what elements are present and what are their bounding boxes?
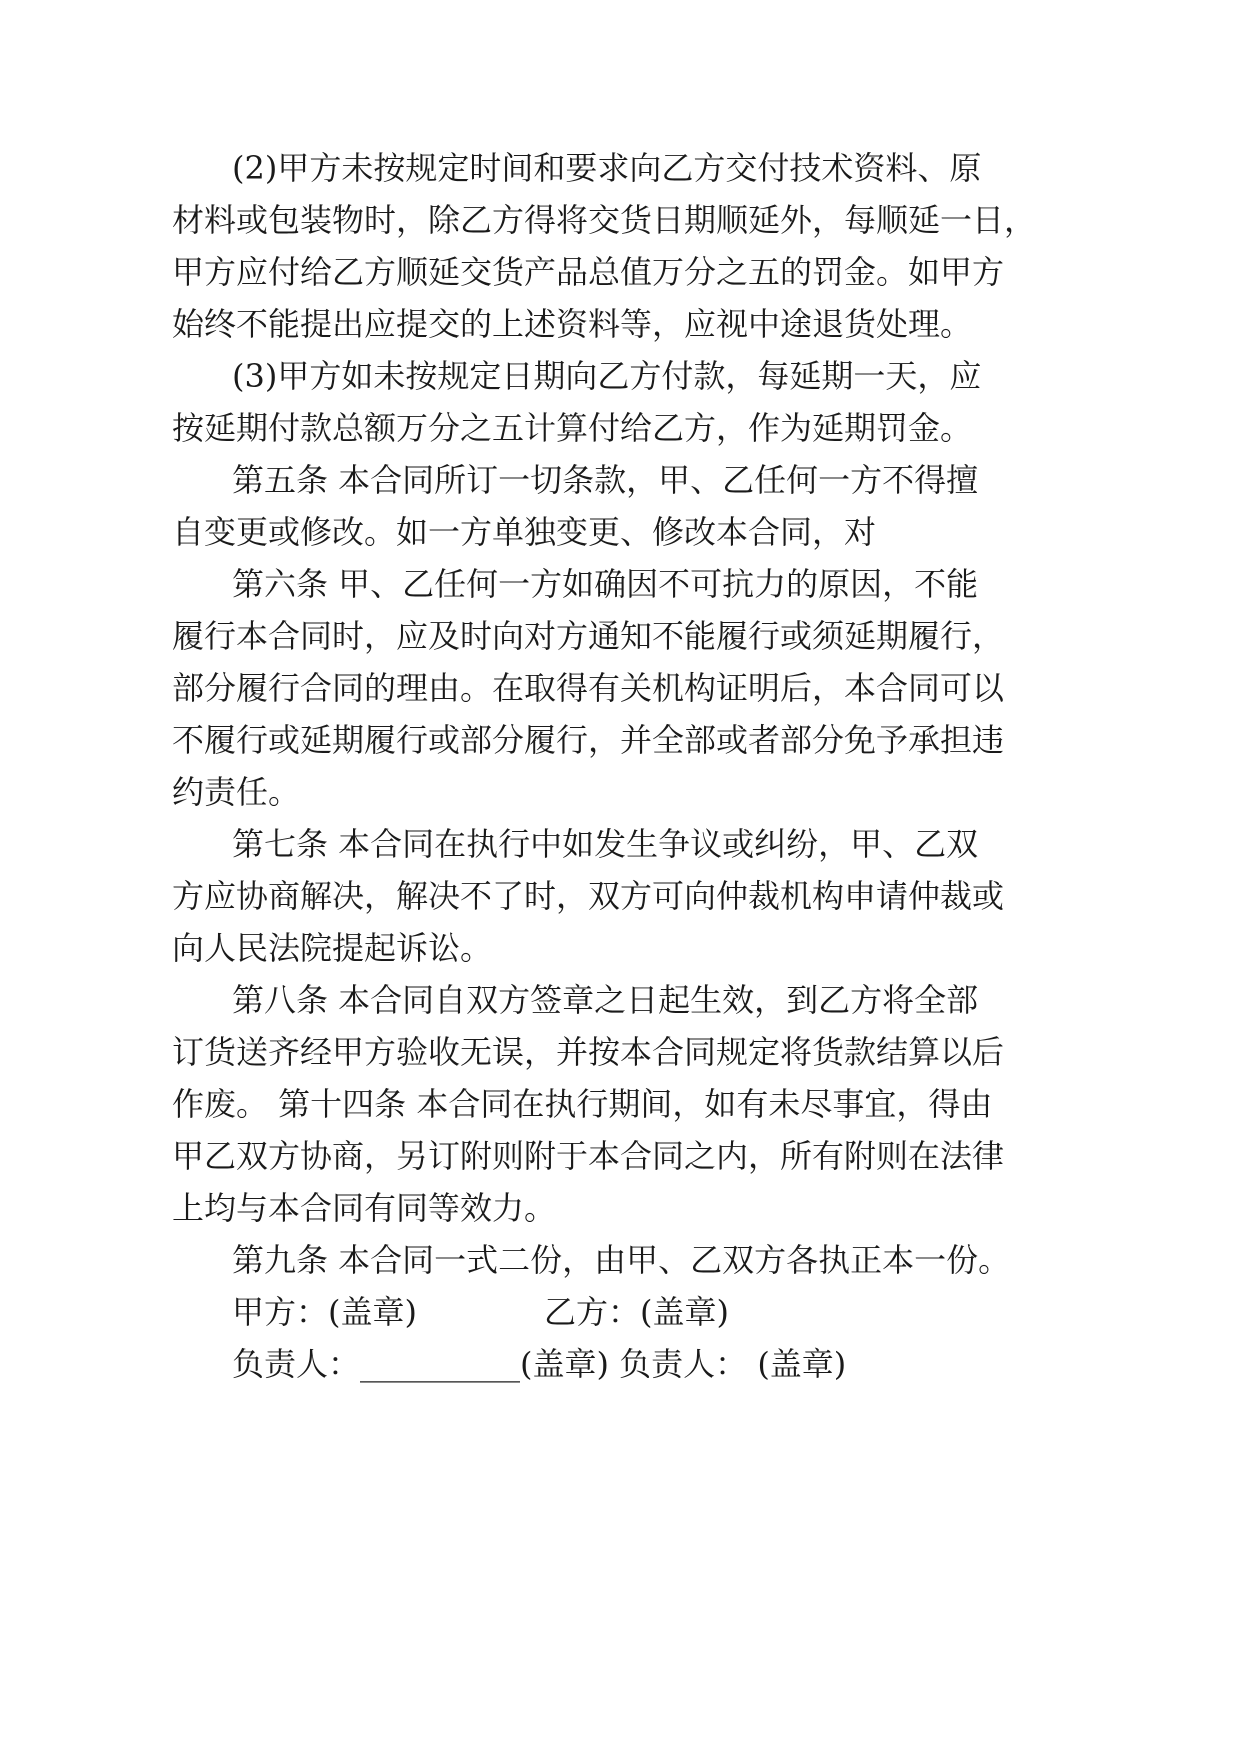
paragraph-line: 第八条 本合同自双方签章之日起生效，到乙方将全部 [232, 981, 979, 1019]
paragraph-line: 第六条 甲、乙任何一方如确因不可抗力的原因，不能 [232, 565, 979, 603]
paragraph-line: 向人民法院提起诉讼。 [172, 929, 493, 967]
party-a-seal-label: 甲方：(盖章) [232, 1293, 417, 1331]
paragraph-line: 不履行或延期履行或部分履行，并全部或者部分免予承担违 [172, 721, 1005, 759]
paragraph-line: 按延期付款总额万分之五计算付给乙方，作为延期罚金。 [172, 409, 973, 447]
paragraph-line: 作废。 第十四条 本合同在执行期间，如有未尽事宜，得由 [172, 1085, 993, 1123]
paragraph-line: 约责任。 [172, 773, 301, 811]
paragraph-line: (3)甲方如未按规定日期向乙方付款，每延期一天，应 [232, 357, 982, 395]
paragraph-line: 履行本合同时，应及时向对方通知不能履行或须延期履行， [172, 617, 1005, 655]
paragraph-line: 甲乙双方协商，另订附则附于本合同之内，所有附则在法律 [172, 1137, 1005, 1175]
paragraph-line: 第七条 本合同在执行中如发生争议或纠纷，甲、乙双 [232, 825, 979, 863]
paragraph-line: 材料或包装物时，除乙方得将交货日期顺延外，每顺延一日， [172, 201, 1037, 239]
paragraph-line: 方应协商解决，解决不了时，双方可向仲裁机构申请仲裁或 [172, 877, 1005, 915]
paragraph-line: 部分履行合同的理由。在取得有关机构证明后，本合同可以 [172, 669, 1005, 707]
paragraph-line: 上均与本合同有同等效力。 [172, 1189, 557, 1227]
paragraph-line: 第五条 本合同所订一切条款，甲、乙任何一方不得擅 [232, 461, 979, 499]
party-b-seal-label: 乙方：(盖章) [544, 1293, 729, 1331]
paragraph-line: 始终不能提出应提交的上述资料等，应视中途退货处理。 [172, 305, 973, 343]
signature-line: 负责人：__________(盖章) 负责人： (盖章) [232, 1345, 847, 1383]
paragraph-line: 订货送齐经甲方验收无误，并按本合同规定将货款结算以后 [172, 1033, 1005, 1071]
paragraph-line: (2)甲方未按规定时间和要求向乙方交付技术资料、原 [232, 149, 982, 187]
paragraph-line: 第九条 本合同一式二份，由甲、乙双方各执正本一份。 [232, 1241, 1011, 1279]
paragraph-line: 甲方应付给乙方顺延交货产品总值万分之五的罚金。如甲方 [172, 253, 1005, 291]
paragraph-line: 自变更或修改。如一方单独变更、修改本合同，对 [172, 513, 877, 551]
